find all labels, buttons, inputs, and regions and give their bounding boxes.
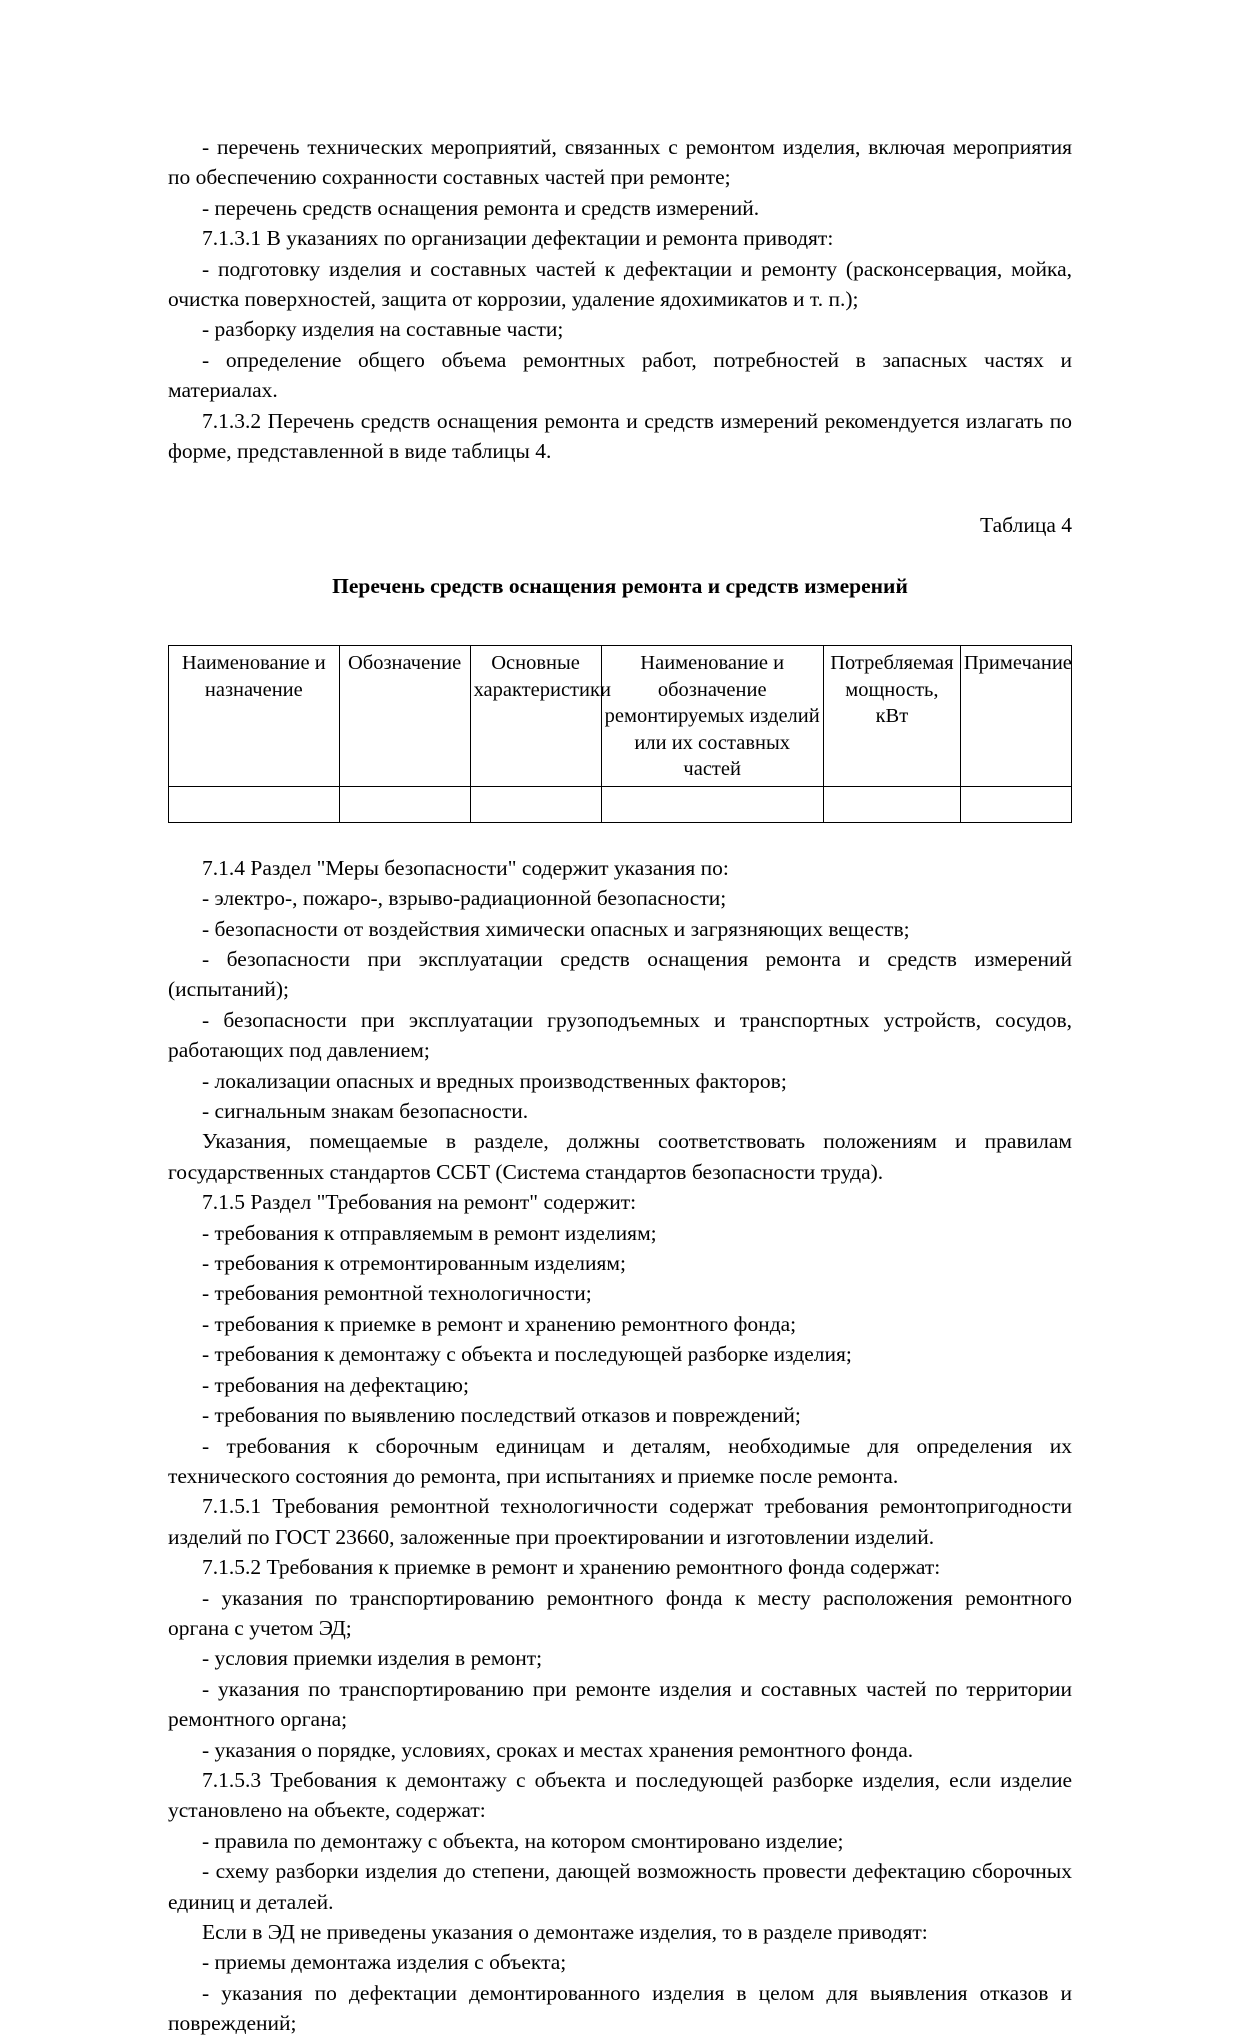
paragraph: - определение общего объема ремонтных работ, потребностей в запасных частях и материалах. (168, 347, 1072, 403)
paragraph: - сигнальным знакам безопасности. (202, 1099, 529, 1124)
table-cell (960, 786, 1071, 822)
paragraph: 7.1.5.1 Требования ремонтной технологичности содержат требования ремонтопригодности изделий по ГОСТ 23660, заложенные при проектировании и изготовлении изделий. (168, 1494, 1072, 1549)
paragraph: - требования на дефектацию; (202, 1372, 469, 1397)
paragraph: - условия приемки изделия в ремонт; (202, 1646, 543, 1671)
table-title: Перечень средств оснащения ремонта и средств измерений (332, 573, 908, 598)
equipment-table (168, 645, 1072, 823)
table-cell (169, 786, 340, 822)
paragraph: - требования к демонтажу с объекта и последующей разборке изделия; (202, 1342, 852, 1367)
table-body (169, 786, 1072, 822)
table-caption: Таблица 4 (980, 513, 1072, 538)
table-row (169, 786, 1072, 822)
spacer (168, 601, 1072, 645)
paragraph: - приемы демонтажа изделия с объекта; (202, 1950, 567, 1975)
paragraph: - электро-, пожаро-, взрыво-радиационной безопасности; (202, 886, 727, 911)
paragraph: 7.1.5.2 Требования к приемке в ремонт и хранению ремонтного фонда содержат: (202, 1555, 941, 1580)
paragraph: Если в ЭД не приведены указания о демонтаже изделия, то в разделе приводят: (202, 1920, 928, 1944)
paragraph: - перечень технических мероприятий, связанных с ремонтом изделия, включая мероприятия по обеспечению сохранности составных частей при ремонте; (168, 135, 1072, 190)
paragraph: - указания по транспортированию при ремонте изделия и составных частей по территории ремонтного органа; (168, 1676, 1072, 1732)
spacer (168, 466, 1072, 510)
paragraph: - требования ремонтной технологичности; (202, 1281, 592, 1306)
paragraph: 7.1.4 Раздел "Меры безопасности" содержит указания по: (202, 855, 729, 880)
table-column-header: Примечание (960, 646, 1071, 787)
paragraph: - локализации опасных и вредных производственных факторов; (202, 1068, 787, 1093)
paragraph: - указания о порядке, условиях, сроках и местах хранения ремонтного фонда. (202, 1737, 914, 1762)
table-column-header: Наименование и назначение (169, 646, 340, 787)
table-cell (601, 786, 823, 822)
paragraph: - правила по демонтажу с объекта, на котором смонтировано изделие; (202, 1828, 844, 1853)
table-header (169, 646, 1072, 787)
paragraph: - безопасности от воздействия химически опасных и загрязняющих веществ; (202, 916, 910, 941)
table-cell (339, 786, 470, 822)
table-header-row (169, 646, 1072, 787)
paragraph: - перечень средств оснащения ремонта и средств измерений. (202, 195, 760, 220)
paragraph: - требования к отправляемым в ремонт изделиям; (202, 1220, 657, 1245)
table-column-header: Основные характеристики (470, 646, 601, 787)
paragraph: - разборку изделия на составные части; (202, 317, 564, 342)
spacer (168, 541, 1072, 571)
spacer (168, 823, 1072, 853)
table-cell (823, 786, 960, 822)
paragraph: 7.1.5.3 Требования к демонтажу с объекта и последующей разборке изделия, если изделие установлено на объекте, содержат: (168, 1767, 1072, 1823)
paragraph: - безопасности при эксплуатации грузоподъемных и транспортных устройств, сосудов, работающих под давлением; (168, 1007, 1072, 1063)
table-column-header: Потребляемая мощность, кВт (823, 646, 960, 787)
paragraph: - подготовку изделия и составных частей к дефектации и ремонту (расконсервация, мойка, очистка поверхностей, защита от коррозии, удаление ядохимикатов и т. п.); (168, 256, 1072, 312)
paragraph: - требования к отремонтированным изделиям; (202, 1251, 627, 1276)
paragraph: - требования по выявлению последствий отказов и повреждений; (202, 1403, 801, 1428)
paragraph: - безопасности при эксплуатации средств оснащения ремонта и средств измерений (испытаний); (168, 947, 1072, 1002)
paragraph: Указания, помещаемые в разделе, должны соответствовать положениям и правилам государственных стандартов ССБТ (Система стандартов безопасности труда). (168, 1129, 1072, 1184)
paragraph: 7.1.5 Раздел "Требования на ремонт" содержит: (202, 1190, 637, 1215)
paragraph: - схему разборки изделия до степени, дающей возможность провести дефектацию сборочных единиц и деталей. (168, 1859, 1072, 1914)
paragraph: - указания по дефектации демонтированного изделия в целом для выявления отказов и повреждений; (168, 1980, 1072, 2036)
document-content (168, 132, 1072, 2039)
table-column-header: Обозначение (339, 646, 470, 787)
paragraph: - требования к приемке в ремонт и хранению ремонтного фонда; (202, 1311, 797, 1336)
paragraph: - указания по транспортированию ремонтного фонда к месту расположения ремонтного органа с учетом ЭД; (168, 1585, 1072, 1640)
paragraph: - требования к сборочным единицам и деталям, необходимые для определения их технического состояния до ремонта, при испытаниях и приемке после ремонта. (168, 1433, 1072, 1488)
paragraph: 7.1.3.2 Перечень средств оснащения ремонта и средств измерений рекомендуется излагать по форме, представленной в виде таблицы 4. (168, 408, 1072, 464)
table-column-header: Наименование и обозначение ремонтируемых изделий или их составных частей (601, 646, 823, 787)
paragraph: 7.1.3.1 В указаниях по организации дефектации и ремонта приводят: (202, 226, 834, 251)
table-cell (470, 786, 601, 822)
